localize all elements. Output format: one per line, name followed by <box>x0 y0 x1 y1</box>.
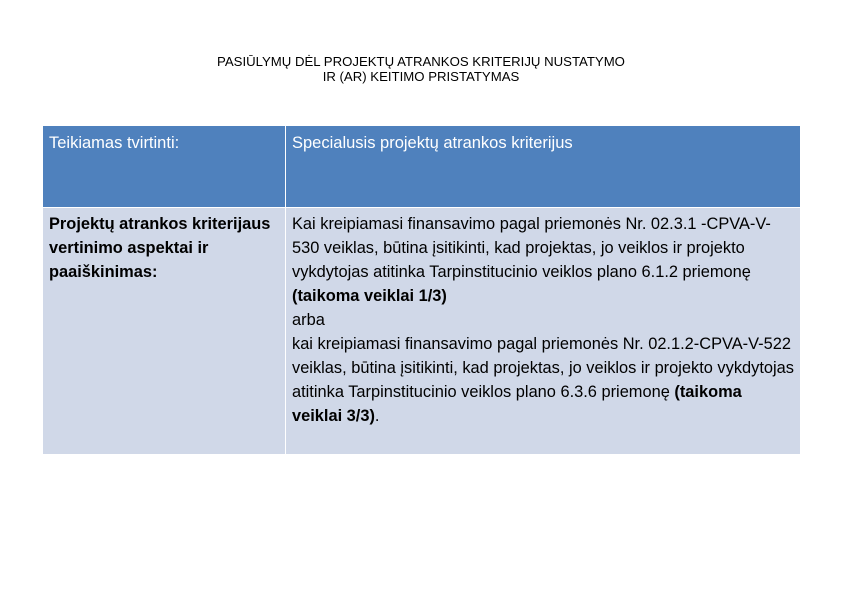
explanation-part-1-text: Kai kreipiamasi finansavimo pagal priemonės Nr. 02.3.1 -CPVA-V-530 veiklas, būtina įsitikinti, kad projektas, jo veiklos ir projekto vykdytojas atitinka Tarpinstitucinio veiklos plano 6.1.2 priemonę <box>292 215 771 281</box>
title-line-2: IR (AR) KEITIMO PRISTATYMAS <box>322 69 520 84</box>
criteria-table <box>42 125 801 455</box>
header-left-cell <box>43 126 286 208</box>
header-left-label: Teikiamas tvirtinti: <box>49 134 180 152</box>
explanation-part-2-bold: (taikoma veiklai 3/3) <box>292 383 742 425</box>
explanation-part-1-bold: (taikoma veiklai 1/3) <box>292 287 447 305</box>
table-header-row <box>43 126 801 208</box>
explanation-end-punct: . <box>374 407 380 425</box>
explanation-part-1 <box>292 212 796 308</box>
document-title <box>0 54 842 84</box>
title-line-1: PASIŪLYMŲ DĖL PROJEKTŲ ATRANKOS KRITERIJŲ NUSTATYMO <box>217 54 625 69</box>
criteria-explanation <box>286 208 800 428</box>
body-right-cell <box>286 208 801 455</box>
explanation-part-2 <box>292 332 796 428</box>
header-right-cell <box>286 126 801 208</box>
body-left-cell <box>43 208 286 455</box>
criteria-aspects-label: Projektų atrankos kriterijaus vertinimo aspektai ir paaiškinimas: <box>49 215 271 281</box>
explanation-connector: arba <box>292 311 325 329</box>
table-body-row <box>43 208 801 455</box>
explanation-part-2-text: kai kreipiamasi finansavimo pagal priemonės Nr. 02.1.2-CPVA-V-522 veiklas, būtina įsitikinti, kad projektas, jo veiklos ir projekto vykdytojas atitinka Tarpinstitucinio veiklos plano 6.3.6 priemonę <box>292 335 794 401</box>
header-right-label: Specialusis projektų atrankos kriterijus <box>292 134 573 152</box>
